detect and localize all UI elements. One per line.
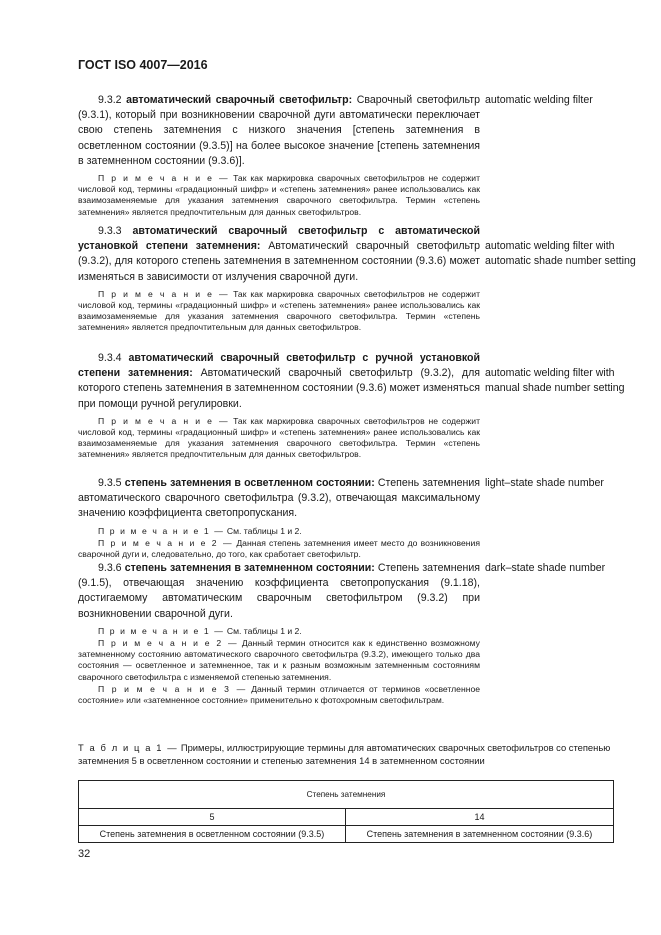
term-note: П р и м е ч а н и е 1 — См. таблицы 1 и 2.	[98, 525, 302, 536]
term-note: П р и м е ч а н и е 2 — Данная степень затемнения имеет место до возникновения сварочной дуги и, следовательно, до того, как сработает светофильтр.	[78, 537, 480, 560]
term-entry-9-3-6	[78, 561, 480, 706]
term-title: автоматический сварочный светофильтр с автоматической установкой степени затемнения:	[78, 225, 480, 253]
table-cell: Степень затемнения в осветленном состоянии (9.3.5)	[79, 826, 346, 843]
page-number: 32	[78, 848, 91, 860]
term-note: П р и м е ч а н и е — Так как маркировка сварочных светофильтров не содержит числовой код, термины «градационный шифр» и «степень затемнения» ранее использовались как взаимозаменяемые для указания затемнения сварочного светофильтра. Термин «степень затемнения» является предпочтительным для данных светофильтров.	[78, 415, 481, 460]
table-header: Степень затемнения	[79, 781, 614, 809]
term-entry-9-3-3	[78, 224, 480, 334]
shade-table	[78, 780, 614, 843]
term-note: П р и м е ч а н и е — Так как маркировка сварочных светофильтров не содержит числовой код, термины «градационный шифр» и «степень затемнения» ранее использовались как взаимозаменяемые для указания затемнения сварочного светофильтра. Термин «степень затемнения» является предпочтительным для данных светофильтров.	[78, 288, 481, 333]
term-definition: 9.3.2 автоматический сварочный светофильтр: Сварочный светофильтр (9.3.1), который при возникновении сварочной дуги автоматически переключает свою степень затемнения с низкого значения [степень затемнения в осветленном состоянии (9.3.5)] на более высокое значение [степень затемнения в затемненном состоянии (9.3.6)].	[78, 94, 480, 167]
term-definition: 9.3.5 степень затемнения в осветленном состоянии: Степень затемнения автоматического сварочного светофильтра (9.3.2), отвечающая максимальному значению коэффициента светопропускания.	[78, 477, 480, 520]
table-col-header: 5	[79, 809, 346, 826]
english-equivalent: automatic welding filter with manual shade number setting	[485, 367, 625, 395]
page-header: ГОСТ ISO 4007—2016	[78, 58, 208, 72]
term-entry-9-3-5	[78, 476, 480, 560]
english-equivalent: automatic welding filter	[485, 94, 593, 106]
term-definition: 9.3.3 автоматический сварочный светофильтр с автоматической установкой степени затемнения: Автоматический сварочный светофильтр (9.3.2), для которого степень затемнения в затемненном состоянии (9.3.6) может изменяться в зависимости от излучения сварочной дуги.	[78, 225, 480, 283]
term-note: П р и м е ч а н и е 2 — Данный термин относится как к единственно возможному затемненному состоянию автоматического сварочного светофильтра (9.3.2), имеющего только два состояния — осветленное и затемненное, так и к разным возможным затемненным состояниям сварочного светофильтра с изменяемой степенью затемнения.	[78, 638, 480, 682]
term-definition: 9.3.4 автоматический сварочный светофильтр с ручной установкой степени затемнения: Автоматический сварочный светофильтр (9.3.2), для которого степень затемнения в затемненном состоянии (9.3.6) может изменяться при помощи ручной регулировки.	[78, 352, 480, 410]
term-title: автоматический сварочный светофильтр с ручной установкой степени затемнения:	[78, 352, 480, 380]
term-title: степень затемнения в осветленном состоянии:	[124, 477, 375, 489]
table-cell: Степень затемнения в затемненном состоянии (9.3.6)	[345, 826, 613, 843]
term-entry-9-3-2	[78, 93, 480, 218]
term-title: степень затемнения в затемненном состоянии:	[124, 562, 375, 574]
term-title: автоматический сварочный светофильтр:	[126, 94, 353, 106]
term-definition: 9.3.6 степень затемнения в затемненном состоянии: Степень затемнения (9.1.5), отвечающая значению коэффициента светопропускания (9.1.18), достигаемому автоматическим сварочным светофильтром (9.3.2) при возникновении сварочной дуги.	[78, 562, 480, 620]
table-caption: Т а б л и ц а 1 — Примеры, иллюстрирующие термины для автоматических сварочных светофильтров со степенью затемнения 5 в осветленном состоянии и степенью затемнения 14 в затемненном состоянии	[78, 742, 611, 766]
term-entry-9-3-4	[78, 351, 480, 461]
table-col-header: 14	[345, 809, 613, 826]
english-equivalent: automatic welding filter with automatic shade number setting	[485, 240, 636, 268]
english-equivalent: light–state shade number	[485, 477, 604, 489]
term-note: П р и м е ч а н и е 1 — См. таблицы 1 и 2.	[98, 625, 302, 636]
term-note: П р и м е ч а н и е — Так как маркировка сварочных светофильтров не содержит числовой код, термины «градационный шифр» и «степень затемнения» ранее использовались как взаимозаменяемые для указания затемнения сварочного светофильтра. Термин «степень затемнения» является предпочтительным для данных светофильтров.	[78, 173, 481, 217]
term-note: П р и м е ч а н и е 3 — Данный термин отличается от терминов «осветленное состояние» или «затемненное состояние» применительно к фотохромным светофильтрам.	[78, 683, 481, 706]
english-equivalent: dark–state shade number	[485, 562, 606, 574]
